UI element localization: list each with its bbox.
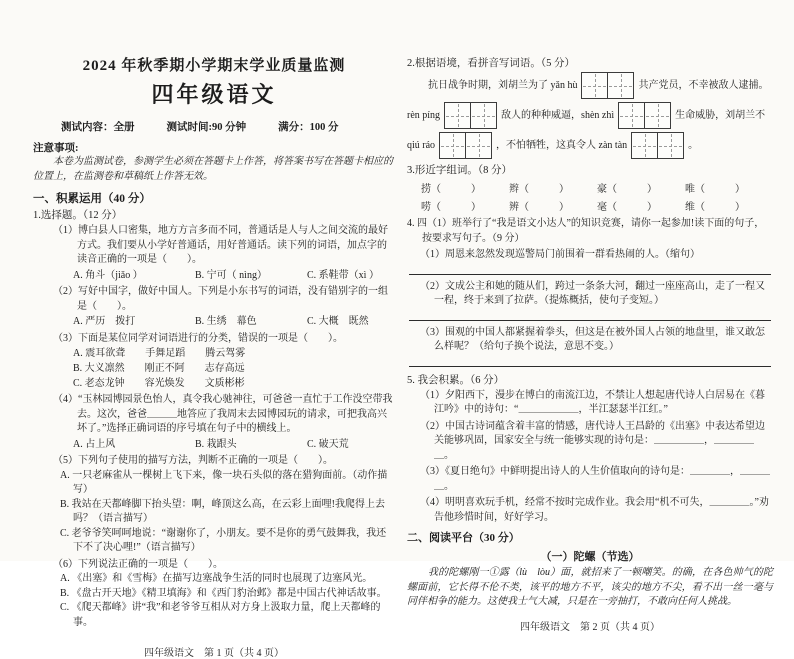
question-5-heading: 5. 我会积累。（6 分）	[407, 374, 505, 386]
q1-5-row-c: C. 老爷爷笑呵呵地说：“谢谢你了，小朋友。要不是你的勇气鼓舞我，我还下不了决心哩!”（语言描写）	[60, 527, 387, 553]
q1-3-stem: （3）下面是某位同学对词语进行的分类，错误的一项是（ ）。	[53, 332, 343, 344]
question-2-heading: 2.根据语境，看拼音写词语。（5 分）	[407, 58, 575, 69]
section-2-heading: 二、阅读平台（30 分）	[407, 532, 520, 544]
q4-item-3: （3）围观的中国人都紧握着拳头，但这是在被外国人占领的地盘里，谁又敢怎么样呢？（给句子换个说法，意思不变。）	[420, 326, 765, 352]
page-2	[407, 54, 773, 633]
q5-item-3: （3）《夏日绝句》中鲜明提出诗人的人生价值取向的诗句是：＿＿＿＿，＿＿＿＿。	[420, 466, 770, 492]
pinyin-write-box	[444, 102, 497, 129]
q5-item-1: （1）夕阳西下，漫步在博白的南流江边，不禁让人想起唐代诗人白居易在《暮江吟》中的诗句：“＿＿＿＿＿＿，半江瑟瑟半江红。”	[420, 389, 765, 415]
meta-score: 满分：100 分	[278, 122, 339, 133]
q1-5-stem: （5）下列句子使用的描写方法，判断不正确的一项是（ ）。	[53, 455, 333, 466]
q3-word-grid	[421, 180, 773, 213]
q4-item-1: （1）周恩来忽然发现巡警局门前围着一群看热闹的人。（缩句）	[420, 249, 700, 260]
character-grid-cell	[470, 103, 496, 128]
answer-line	[409, 309, 771, 321]
q5-item-4: （4）明明喜欢玩手机，经常不按时完成作业。我会用“机不可失，＿＿＿＿。”劝告他珍惜时间，好好学习。	[420, 497, 769, 523]
reading-passage-title: （一）陀螺（节选）	[540, 551, 640, 563]
q1-5-row-b: B. 我站在天都峰脚下抬头望：啊，峰顶这么高，在云彩上面哩!我爬得上去吗？（语言描写）	[60, 498, 385, 524]
pinyin-write-box	[581, 72, 634, 99]
option-b: B. 生绣 幕色	[195, 316, 257, 327]
question-4-heading: 4. 四（1）班举行了“我是语文小达人”的知识竞赛，请你一起参加!读下面的句子，按要求写句子。（9 分）	[407, 218, 765, 244]
q1-2-options	[73, 314, 395, 330]
page-1-footer: 四年级语文 第 1 页（共 4 页）	[144, 648, 284, 659]
meta-content: 测试内容：全册	[61, 122, 135, 133]
q3-pair-cell: 毫（ ）	[597, 202, 657, 213]
q2-text-segment: 。	[688, 140, 699, 151]
notice-title: 注意事项:	[33, 143, 79, 154]
option-b: B. 宁可（ nìng）	[195, 269, 267, 281]
q1-6-row-c: C. 《爬天都峰》讲“我”和老爷爷互相从对方身上汲取力量，爬上天都峰的事。	[60, 602, 381, 628]
q5-item-2: （2）中国古诗词蕴含着丰富的情感，唐代诗人王昌龄的《出塞》中表达希望边关能够巩固，国家安全与统一能够实现的诗句是：＿＿＿＿＿，＿＿＿＿＿。	[420, 420, 765, 461]
pinyin-write-box	[618, 102, 671, 129]
question-1-heading: 1.选择题。（12 分）	[33, 210, 123, 221]
q2-pinyin-paragraph	[407, 71, 773, 161]
option-c: C. 破天荒	[307, 438, 349, 450]
q4-item-2: （2）文成公主和她的随从们，跨过一条条大河，翻过一座座高山，走了一程又一程，终于来到了拉萨。（提炼概括，使句子变短。）	[420, 280, 765, 306]
option-a: A. 角斗（jiǎo ）	[73, 269, 143, 281]
pinyin-write-box	[631, 132, 684, 159]
q3-pair-cell: 唯（ ）	[685, 184, 745, 195]
page-2-footer: 四年级语文 第 2 页（共 4 页）	[520, 621, 660, 633]
option-a: A. 严历 拨打	[73, 316, 136, 327]
answer-line	[409, 263, 771, 275]
exam-subject: 四年级语文	[151, 82, 277, 107]
character-grid-cell	[465, 133, 491, 158]
pinyin-write-box	[439, 132, 492, 159]
character-grid-cell	[644, 103, 670, 128]
character-grid-cell	[632, 133, 657, 158]
question-3-heading: 3.形近字组词。（8 分）	[407, 165, 512, 176]
q3-pair-cell: 辫（ ）	[509, 184, 569, 195]
q2-text-segment: ，不怕牺牲，这真令人 zàn tàn	[496, 140, 628, 151]
page-1	[33, 54, 395, 659]
exam-title: 2024 年秋季期小学期末学业质量监测	[82, 58, 346, 74]
notice-body: 本卷为监测试卷，参测学生必须在答题卡上作答，将答案书写在答题卡相应的位置上，在监测卷和草稿纸上作答无效。	[33, 156, 393, 182]
q2-text-segment: 敌人的种种威逼，shèn zhì	[501, 110, 615, 121]
option-a: A. 占上风	[73, 438, 116, 450]
q2-text-segment: 生命威胁，刘胡兰不 qiú ráo	[407, 110, 766, 151]
reading-passage-body: 我的陀螺刚一①露（lù lòu）面，就招来了一顿嘲笑。的确，在各色帅气的陀螺面前，它长得不伦不类，该平的地方不平，该尖的地方不尖，看不出一丝一毫与同伴相争的能力。这使我士气大减，只是在一旁抽打，不敢向任何人挑战。	[407, 567, 773, 607]
q1-4-stem: （4）“玉林园博园景色怡人，真令我心驰神往，可爸爸一直忙于工作没空带我去。这次，爸爸＿＿＿地答应了我周末去园博园玩的请求，可把我高兴坏了。”选择正确词语的序号填在句子中的横线上。	[53, 394, 393, 434]
q1-5-row-a: A. 一只老麻雀从一棵树上飞下来，像一块石头似的落在猎狗面前。（动作描写）	[60, 469, 388, 495]
q3-pair-cell: 豪（ ）	[597, 184, 657, 195]
q3-pair-cell: 维（ ）	[685, 202, 745, 213]
character-grid-cell	[607, 73, 633, 98]
meta-time: 测试时间:90 分钟	[166, 122, 247, 133]
q1-4-options	[73, 437, 395, 453]
option-b: B. 栽跟头	[195, 438, 237, 450]
q1-1-options	[73, 268, 395, 284]
answer-line	[409, 355, 771, 367]
q1-3-row-b: B. 大义凛然 刚正不阿 志存高远	[73, 363, 245, 374]
character-grid-cell	[619, 103, 644, 128]
q1-3-row-c: C. 老态龙钟 容光焕发 文质彬彬	[73, 378, 245, 389]
q1-1-stem: （1）博白县人口密集，地方方言多而不同，普通话是人与人之间交流的最好方式。我们要从小学好普通话，用好普通话。读下列的词语，加点字的读音正确的一项是（ ）。	[53, 225, 388, 265]
character-grid-cell	[657, 133, 683, 158]
section-1-heading: 一、积累运用（40 分）	[33, 193, 151, 205]
q3-pair-cell: 捞（ ）	[421, 184, 481, 195]
option-c: C. 大概 既然	[307, 316, 369, 327]
exam-meta-row	[61, 119, 395, 134]
q1-6-row-a: A. 《出塞》和《雪梅》在描写边塞战争生活的同时也展现了边塞风光。	[60, 573, 373, 584]
q2-text-segment: 共产党员，不幸被敌人逮捕。rèn píng	[407, 80, 769, 121]
character-grid-cell	[445, 103, 470, 128]
q3-pair-cell: 辨（ ）	[509, 202, 569, 213]
q1-3-row-a: A. 震耳欲聋 手舞足蹈 腾云驾雾	[73, 348, 246, 359]
q3-pair-cell: 唠（ ）	[421, 202, 481, 213]
q2-text-segment: 抗日战争时期，刘胡兰为了 yǎn hù	[428, 80, 578, 91]
q1-2-stem: （2）写好中国字，做好中国人。下列是小东书写的词语，没有错别字的一组是（ ）。	[53, 286, 388, 312]
character-grid-cell	[582, 73, 607, 98]
character-grid-cell	[440, 133, 465, 158]
option-c: C. 系鞋带（xì ）	[307, 269, 379, 281]
q1-6-stem: （6）下列说法正确的一项是（ ）。	[53, 558, 223, 570]
q1-6-row-b: B. 《盘古开天地》《精卫填海》和《西门豹治邺》都是中国古代神话故事。	[60, 587, 387, 599]
